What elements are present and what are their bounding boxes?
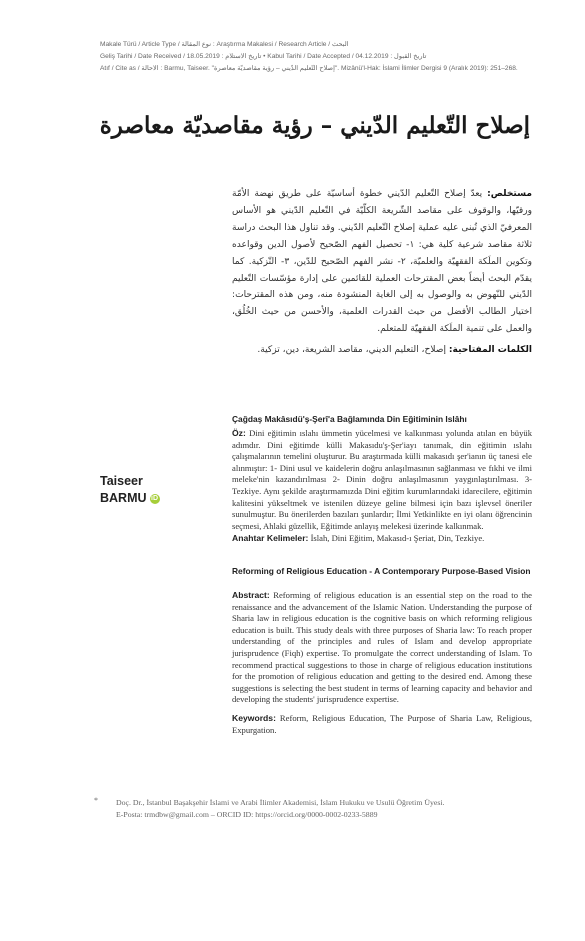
arabic-abstract xyxy=(232,186,532,338)
arabic-abstract-text: يعدّ إصلاح التّعليم الدّيني خطوة أساسيّة على طريق نهضة الأمّة ورقيّها، والوقوف على مقاصد الشّريعة الكلّيّة في التّعليم الدّيني هو الأساس المعرفيّ الذي تُبنى عليه عملية إصلاح التّعليم الدّيني. وقد تناول هذا البحث دراسة ثلاثة مقاصد شرعية كلية هي: ١- تحصيل الفهم الصّحيح لأصول الدين وقواعده وتكوين الملَكة الفقهيّة والعلميّة، ٢- نشر الفهم الصّحيح للدّين، ٣- التّزكية. كما يقدّم البحث أيضاً بعض المقترحات العملية للقائمين على إدارة مؤسّسات التّعليم الدّيني للنّهوض به والوصول به إلى الغاية المنشودة منه، ومن هذه المقترحات: اختيار الطالب الأفضل من حيث القدرات العلمية، والأحسن من حيث الخُلُق، والعمل على تنمية الملَكة الفقهيّة للمتعلم. xyxy=(232,189,532,335)
english-keywords xyxy=(232,713,532,736)
english-abstract xyxy=(232,590,532,706)
english-keywords-label: Keywords: xyxy=(232,713,276,723)
turkish-abstract-text: Dini eğitimin ıslahı ümmetin yücelmesi ve kalkınması yolunda atılan en büyük adımdır. Dini eğitimde külli Makasıdu'ş-Şer'iayı tanımak, din eğitimin ıslahı çalışmalarının temelini oluşturur. Bu araştırmada külli makasıdı şer'ianın üç tanesi ele alınmıştır: 1- Dini usul ve kaidelerin doğru anlaşılmasının sağlanması ve fıkhi ve ilmi meleke'nin kazandırılması 2- Dinin doğru anlaşılmasının yaygınlaştırılması. 3- Tezkiye. Aynı şekilde araştırmamızda Dini eğitim kurumlarındaki idarecilere, eğitimin kalitesini yükseltmek ve istenilen düzeye geline bilmesi için bazı işlevsel öneriler sunulmuştur. Bu önerilerden bazıları şunlardır; İlmi Yetkinlikte en iyi olanı öğrencinin seçmesi, Ahlaki güzellik, Eğitimde anlayış melekesi üzerinde kalkınmak. xyxy=(232,428,532,531)
arabic-abstract-label: مستخلص: xyxy=(487,189,532,199)
english-abstract-label: Abstract: xyxy=(232,590,270,600)
footnote-contact: E-Posta: trmdbw@gmail.com – ORCID ID: https://orcid.org/0000-0002-0233-5889 xyxy=(116,810,378,819)
turkish-abstract xyxy=(232,428,532,532)
turkish-title: Çağdaş Makâsıdü'ş-Şerî'a Bağlamında Din Eğitiminin Islâhı xyxy=(232,414,467,424)
arabic-keywords-label: الكلمات المفتاحية: xyxy=(448,345,532,355)
footnote-affiliation: Doç. Dr., İstanbul Başakşehir İslami ve Arabi İlimler Akademisi, İslam Hukuku ve Usulü Öğretim Üyesi. xyxy=(116,798,445,807)
english-keywords-text: Reform, Religious Education, The Purpose of Sharia Law, Religious, Expurgation. xyxy=(232,713,532,735)
turkish-abstract-label: Öz: xyxy=(232,428,246,438)
english-abstract-text: Reforming of religious education is an essential step on the road to the renaissance and the advancement of the Islamic Nation. Understanding the purpose of Sharia law in religious education is the cognitive basis on which reforming religious education is built. This study deals with three purposes of Sharia law: To reach proper understanding of the principles and rules of Islam and develop appropriate jurisprudence (Fiqh) expertise. To promulgate the correct understanding of Islam. To recommend practical suggestions to those in charge of religious education institutions for the promotion of religious education and getting to the desired end. Among these suggestions is selecting the best student in terms of learning capacity and behavior and developing the students' jurisprudence expertise. xyxy=(232,590,532,705)
arabic-keywords xyxy=(232,342,532,359)
footnote xyxy=(94,796,540,821)
english-title: Reforming of Religious Education - A Contemporary Purpose-Based Vision xyxy=(232,566,531,576)
turkish-keywords xyxy=(232,533,532,545)
author-first-name: Taiseer xyxy=(100,474,143,488)
turkish-keywords-text: İslah, Dini Eğitim, Makasıd-ı Şeriat, Din, Tezkiye. xyxy=(308,533,485,543)
meta-citation: Atıf / Cite as / الاحالة : Barmu, Taiseer. "إصلاح التّعليم الدّيني – رؤية مقاصديّة معاصرة". Mizânü'l-Hak: İslami İlimler Dergisi 9 (Aralık 2019): 251–268. xyxy=(100,65,518,72)
meta-dates: Geliş Tarihi / Date Received / تاريخ الاستلام : 18.05.2019 • Kabul Tarihi / Date Accepted / تاريخ القبول : 04.12.2019 xyxy=(100,53,427,60)
meta-article-type: Makale Türü / Article Type / نوع المقالة : Araştırma Makalesi / Research Article / البحث xyxy=(100,41,349,48)
footnote-mark: * xyxy=(94,796,98,805)
orcid-icon[interactable]: iD xyxy=(151,494,159,502)
arabic-title: إصلاح التّعليم الدّيني – رؤية مقاصديّة معاصرة xyxy=(99,112,530,139)
author-block xyxy=(100,473,160,507)
arabic-keywords-text: إصلاح، التعليم الديني، مقاصد الشريعة، دين، تزكية. xyxy=(257,345,449,355)
author-last-name: BARMU xyxy=(100,491,147,505)
turkish-keywords-label: Anahtar Kelimeler: xyxy=(232,533,309,543)
